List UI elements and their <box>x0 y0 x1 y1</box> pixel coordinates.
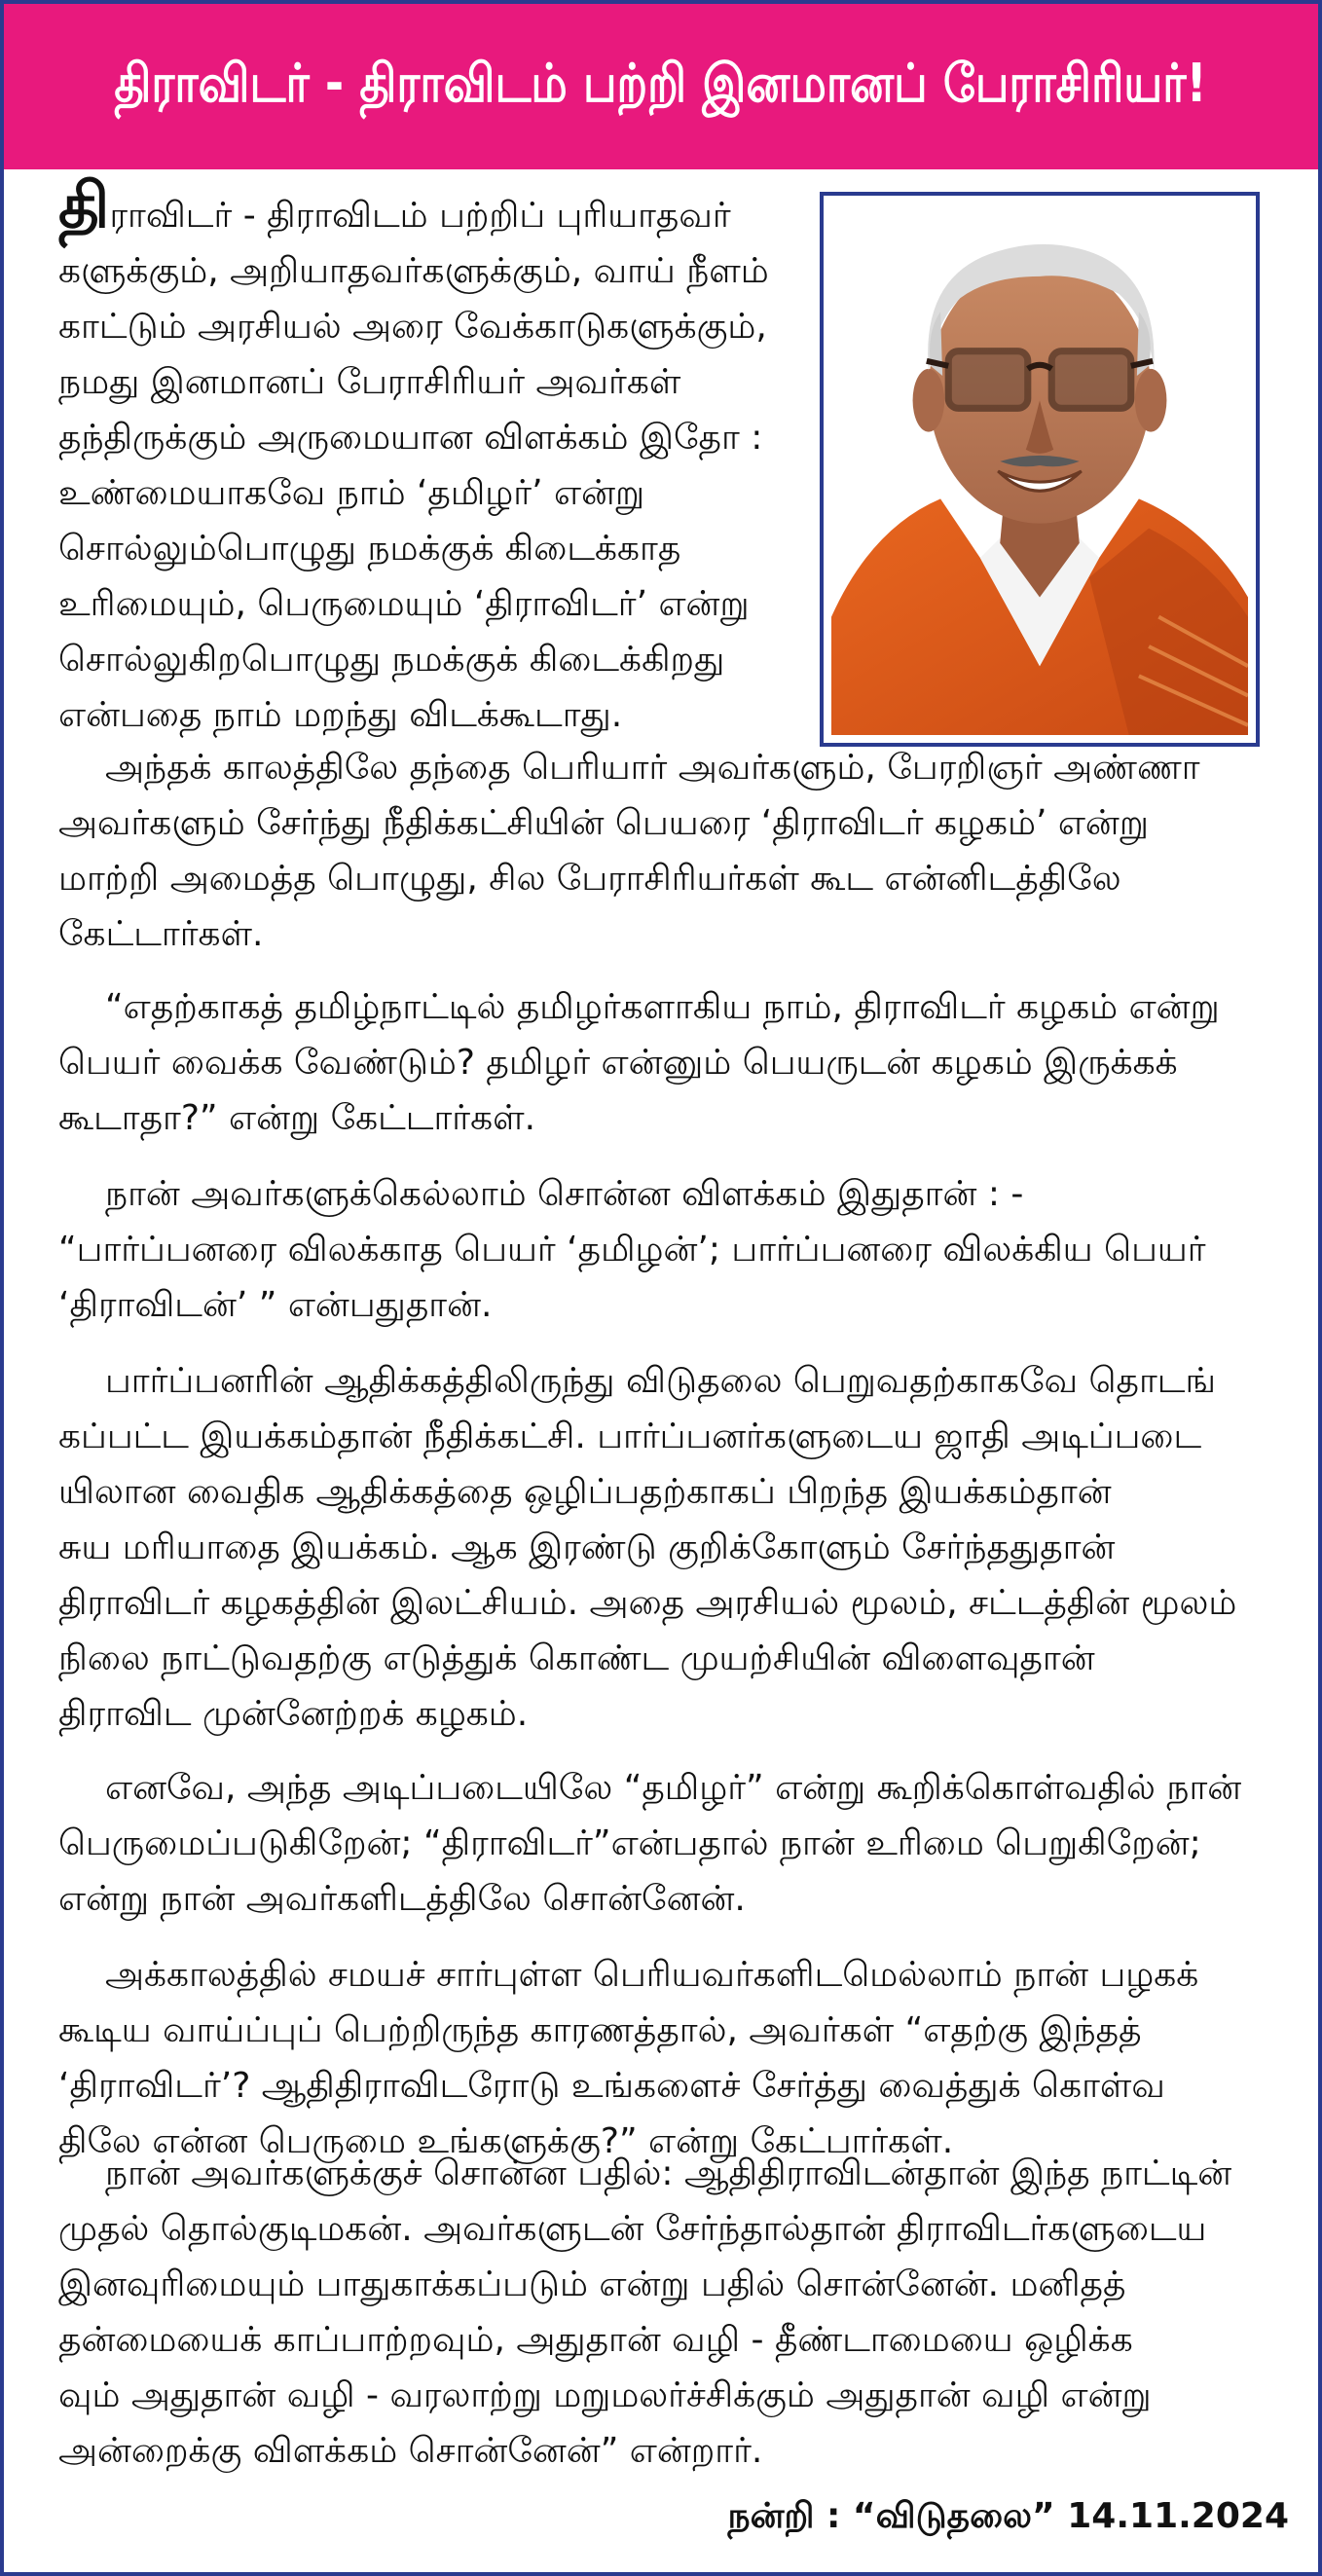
paragraph-line: ‘திராவிடன்’ ” என்பதுதான். <box>58 1285 493 1325</box>
intro-line-3: நமது இனமானப் பேராசிரியர் அவர்கள் <box>58 362 681 402</box>
paragraph-7 <box>58 2146 1275 2479</box>
paragraph-4 <box>58 1353 1275 1742</box>
paragraph-line: கூடாதா?” என்று கேட்டார்கள். <box>58 1098 536 1138</box>
paragraph-line: வும் அதுதான் வழி - வரலாற்று மறுமலர்ச்சிக்கும் அதுதான் வழி என்று <box>58 2375 1152 2415</box>
paragraph-6 <box>58 1947 1275 2169</box>
intro-line-2: காட்டும் அரசியல் அரை வேக்காடுகளுக்கும், <box>58 307 767 347</box>
paragraph-line: திராவிடர் கழகத்தின் இலட்சியம். அதை அரசியல் மூலம், சட்டத்தின் மூலம் <box>58 1583 1237 1623</box>
paragraph-line: பெருமைப்படுகிறேன்; “திராவிடர்”என்பதால் நான் உரிமை பெறுகிறேன்; <box>58 1823 1201 1863</box>
paragraph-line: சுய மரியாதை இயக்கம். ஆக இரண்டு குறிக்கோளும் சேர்ந்ததுதான் <box>58 1527 1116 1567</box>
intro-line-8: சொல்லுகிறபொழுது நமக்குக் கிடைக்கிறது <box>58 640 725 680</box>
paragraph-5 <box>58 1760 1275 1927</box>
paragraph-line: திலே என்ன பெருமை உங்களுக்கு?” என்று கேட்பார்கள். <box>58 2121 954 2161</box>
paragraph-line: நான் அவர்களுக்கெல்லாம் சொன்ன விளக்கம் இதுதான் : - <box>105 1174 1024 1214</box>
paragraph-line: “எதற்காகத் தமிழ்நாட்டில் தமிழர்களாகிய நாம், திராவிடர் கழகம் என்று <box>105 987 1220 1027</box>
intro-line-5: உண்மையாகவே நாம் ‘தமிழர்’ என்று <box>58 473 645 513</box>
paragraph-line: திராவிட முன்னேற்றக் கழகம். <box>58 1694 529 1734</box>
intro-line-9: என்பதை நாம் மறந்து விடக்கூடாது. <box>58 695 623 735</box>
intro-paragraph <box>58 170 798 743</box>
paragraph-2 <box>58 979 1275 1146</box>
paragraph-line: என்று நான் அவர்களிடத்திலே சொன்னேன். <box>58 1879 746 1919</box>
paragraph-line: நிலை நாட்டுவதற்கு எடுத்துக் கொண்ட முயற்சியின் விளைவுதான் <box>58 1638 1095 1678</box>
paragraph-3 <box>58 1166 1275 1333</box>
paragraph-line: யிலான வைதிக ஆதிக்கத்தை ஒழிப்பதற்காகப் பிறந்த இயக்கம்தான் <box>58 1472 1112 1512</box>
paragraph-line: தன்மையைக் காப்பாற்றவும், அதுதான் வழி - தீண்டாமையை ஒழிக்க <box>58 2320 1133 2360</box>
portrait-illustration <box>831 203 1248 735</box>
paragraph-line: இனவுரிமையும் பாதுகாக்கப்படும் என்று பதில் சொன்னேன். மனிதத் <box>58 2264 1126 2304</box>
intro-line-1: களுக்கும், அறியாதவர்களுக்கும், வாய் நீளம் <box>58 251 769 291</box>
paragraph-line: அக்காலத்தில் சமயச் சார்புள்ள பெரியவர்களிடமெல்லாம் நான் பழகக் <box>105 1955 1199 1995</box>
portrait-icon <box>831 203 1248 735</box>
intro-line-0: திராவிடர் - திராவிடம் பற்றிப் புரியாதவர் <box>58 170 731 242</box>
paragraph-line: மாற்றி அமைத்த பொழுது, சில பேராசிரியர்கள் கூட என்னிடத்திலே <box>58 859 1121 899</box>
paragraph-line: கப்பட்ட இயக்கம்தான் நீதிக்கட்சி. பார்ப்பனர்களுடைய ஜாதி அடிப்படை <box>58 1417 1202 1456</box>
paragraph-line: ‘திராவிடர்’? ஆதிதிராவிடரோடு உங்களைச் சேர்த்து வைத்துக் கொள்வ <box>58 2066 1165 2106</box>
paragraph-line: முதல் தொல்குடிமகன். அவர்களுடன் சேர்ந்தால்தான் திராவிடர்களுடைய <box>58 2209 1207 2249</box>
paragraph-line: கூடிய வாய்ப்புப் பெற்றிருந்த காரணத்தால், அவர்கள் “எதற்கு இந்தத் <box>58 2010 1142 2050</box>
paragraph-line: அவர்களும் சேர்ந்து நீதிக்கட்சியின் பெயரை ‘திராவிடர் கழகம்’ என்று <box>58 803 1149 843</box>
paragraph-line: நான் அவர்களுக்குச் சொன்ன பதில்: ஆதிதிராவிடன்தான் இந்த நாட்டின் <box>105 2153 1232 2193</box>
paragraph-line: அன்றைக்கு விளக்கம் சொன்னேன்” என்றார். <box>58 2431 763 2471</box>
intro-line-7: உரிமையும், பெருமையும் ‘திராவிடர்’ என்று <box>58 584 750 624</box>
paragraph-line: அந்தக் காலத்திலே தந்தை பெரியார் அவர்களும், பேரறிஞர் அண்ணா <box>105 748 1200 788</box>
paragraph-line: எனவே, அந்த அடிப்படையிலே “தமிழர்” என்று கூறிக்கொள்வதில் நான் <box>105 1768 1242 1808</box>
title-banner <box>4 4 1318 169</box>
portrait-frame <box>820 192 1260 747</box>
source-credit: நன்றி : “விடுதலை” 14.11.2024 <box>727 2496 1289 2536</box>
drop-cap: தி <box>58 170 110 242</box>
article-title: திராவிடர் - திராவிடம் பற்றி இனமானப் பேராசிரியர்! <box>114 52 1208 114</box>
paragraph-line: பார்ப்பனரின் ஆதிக்கத்திலிருந்து விடுதலை பெறுவதற்காகவே தொடங் <box>105 1361 1216 1401</box>
intro-line-6: சொல்லும்பொழுது நமக்குக் கிடைக்காத <box>58 529 681 569</box>
paragraph-line: “பார்ப்பனரை விலக்காத பெயர் ‘தமிழன்’; பார்ப்பனரை விலக்கிய பெயர் <box>58 1230 1206 1270</box>
paragraph-line: பெயர் வைக்க வேண்டும்? தமிழர் என்னும் பெயருடன் கழகம் இருக்கக் <box>58 1043 1178 1083</box>
paragraph-line: கேட்டார்கள். <box>58 914 264 954</box>
intro-line-4: தந்திருக்கும் அருமையான விளக்கம் இதோ : <box>58 418 763 458</box>
paragraph-1 <box>58 740 1275 962</box>
